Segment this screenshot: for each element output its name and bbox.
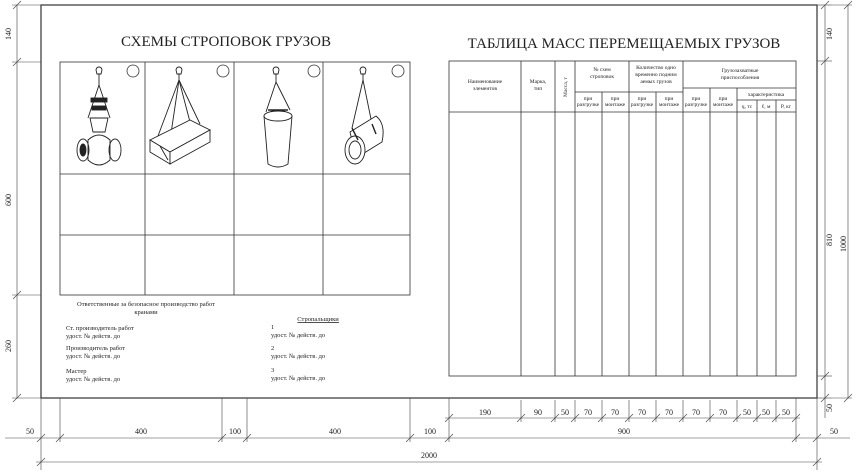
svg-text:элементов: элементов <box>473 86 497 92</box>
svg-text:810: 810 <box>825 234 834 246</box>
svg-text:монтаже: монтаже <box>604 102 626 108</box>
svg-text:№ схем: № схем <box>593 67 611 73</box>
svg-text:при: при <box>718 96 728 102</box>
svg-text:монтаже: монтаже <box>712 102 734 108</box>
svg-text:400: 400 <box>329 427 341 436</box>
sling-scheme-pipe-horizontal <box>345 67 383 164</box>
scheme-circle-2 <box>217 65 229 77</box>
svg-text:2000: 2000 <box>421 451 437 460</box>
svg-text:50: 50 <box>743 408 751 417</box>
responsible-block <box>66 301 339 383</box>
scheme-circle-1 <box>127 65 139 77</box>
table-header-text <box>468 65 792 110</box>
slinger-1-num: 1 <box>271 324 275 331</box>
scheme-circle-3 <box>308 65 320 77</box>
svg-text:Количество одно: Количество одно <box>636 65 676 71</box>
slinger-3-line: удост. № действ. до <box>271 375 326 382</box>
table-title: ТАБЛИЦА МАСС ПЕРЕМЕЩАЕМЫХ ГРУЗОВ <box>467 36 781 52</box>
svg-text:50: 50 <box>26 427 34 436</box>
svg-text:600: 600 <box>4 194 13 206</box>
svg-text:Марка,: Марка, <box>529 79 547 85</box>
svg-text:100: 100 <box>424 427 436 436</box>
sling-scheme-pipe-vertical <box>264 67 292 167</box>
dimension-labels <box>4 28 848 460</box>
svg-text:характеристика: характеристика <box>747 92 785 98</box>
svg-text:при: при <box>664 96 674 102</box>
svg-text:1000: 1000 <box>839 236 848 252</box>
svg-text:70: 70 <box>665 408 673 417</box>
sling-scheme-block <box>150 67 210 164</box>
svg-text:тип: тип <box>533 86 543 92</box>
svg-text:70: 70 <box>611 408 619 417</box>
svg-text:50: 50 <box>825 404 834 412</box>
responsible-heading-1: Ответственные за безопасное производство работ <box>77 301 215 308</box>
slinger-3-num: 3 <box>271 367 275 374</box>
svg-text:при: при <box>691 96 701 102</box>
svg-text:50: 50 <box>561 408 569 417</box>
slinger-2-num: 2 <box>271 345 275 352</box>
svg-text:q, тс: q, тс <box>741 104 753 110</box>
svg-text:разгрузке: разгрузке <box>576 102 600 108</box>
svg-text:50: 50 <box>830 427 838 436</box>
svg-text:70: 70 <box>638 408 646 417</box>
svg-text:90: 90 <box>534 408 542 417</box>
svg-text:приспособления: приспособления <box>720 75 760 81</box>
svg-text:P, кг: P, кг <box>780 104 792 110</box>
svg-text:монтаже: монтаже <box>658 102 680 108</box>
scheme-grid <box>60 62 410 295</box>
svg-text:140: 140 <box>825 28 834 40</box>
svg-text:разгрузке: разгрузке <box>684 102 708 108</box>
responsible-senior-title: Ст. производитель работ <box>66 325 134 332</box>
svg-text:Масса, т: Масса, т <box>563 77 569 97</box>
svg-text:50: 50 <box>762 408 770 417</box>
svg-text:70: 70 <box>584 408 592 417</box>
svg-text:100: 100 <box>229 427 241 436</box>
scheme-circle-4 <box>392 65 404 77</box>
svg-text:при: при <box>583 96 593 102</box>
svg-text:190: 190 <box>479 408 491 417</box>
svg-text:260: 260 <box>4 340 13 352</box>
svg-text:при: при <box>637 96 647 102</box>
responsible-master-title: Мастер <box>66 368 87 375</box>
svg-text:Наименование: Наименование <box>467 79 503 85</box>
responsible-foreman-title: Производитель работ <box>66 345 126 352</box>
svg-text:при: при <box>610 96 620 102</box>
svg-text:аемых грузов: аемых грузов <box>640 79 672 85</box>
svg-text:70: 70 <box>719 408 727 417</box>
svg-text:50: 50 <box>782 408 790 417</box>
slingers-heading: Стропальщики <box>297 316 339 323</box>
responsible-foreman-line: удост. № действ. до <box>66 353 121 360</box>
schemes-title: СХЕМЫ СТРОПОВОК ГРУЗОВ <box>121 34 331 50</box>
responsible-senior-line: удост. № действ. до <box>66 333 121 340</box>
sling-scheme-valve <box>77 67 121 165</box>
svg-text:900: 900 <box>618 427 630 436</box>
svg-text:строповок: строповок <box>589 74 615 80</box>
sheet-frame <box>41 5 817 398</box>
svg-text:ℓ, м: ℓ, м <box>761 104 771 110</box>
responsible-heading-2: кранами <box>134 309 158 316</box>
responsible-master-line: удост. № действ. до <box>66 376 121 383</box>
svg-text:временно подним: временно подним <box>635 72 677 78</box>
slinger-2-line: удост. № действ. до <box>271 353 326 360</box>
svg-text:70: 70 <box>692 408 700 417</box>
svg-text:140: 140 <box>4 28 13 40</box>
slinger-1-line: удост. № действ. до <box>271 332 326 339</box>
svg-text:разгрузке: разгрузке <box>630 102 654 108</box>
svg-text:Грузозахватные: Грузозахватные <box>721 68 759 74</box>
svg-text:400: 400 <box>135 427 147 436</box>
